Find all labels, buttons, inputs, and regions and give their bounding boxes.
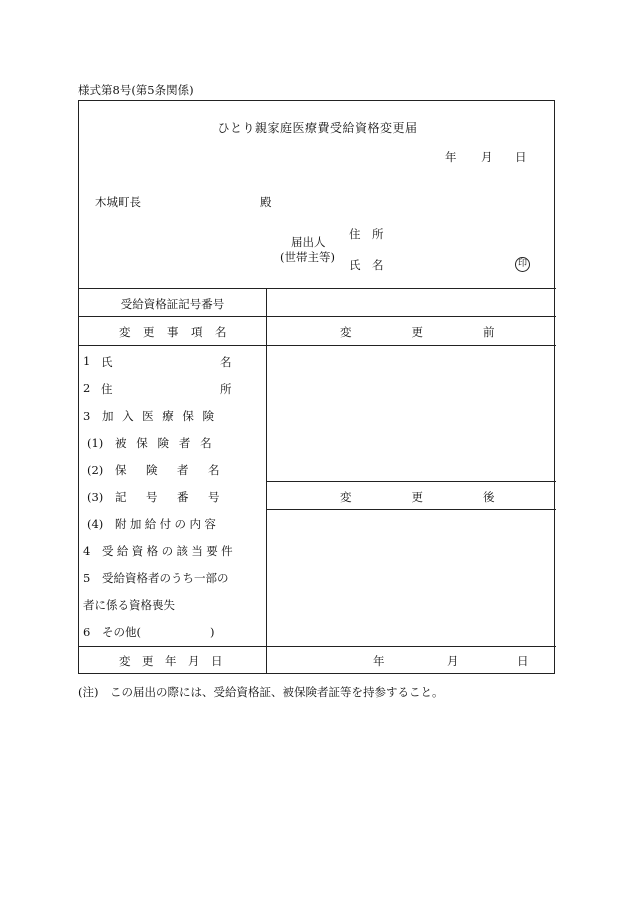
change-date-year: 年 — [373, 654, 385, 668]
applicant-label: 届出人 — [291, 235, 326, 249]
item-row — [83, 624, 214, 640]
item-row — [83, 543, 236, 559]
item-number: (1) — [87, 436, 104, 450]
item-number: 3 — [83, 409, 91, 423]
addressee-name: 木城町長 — [95, 195, 141, 209]
item-number: 6 — [83, 625, 91, 639]
item-text: 被保険者名 — [114, 436, 222, 450]
item-text: 者に係る資格喪失 — [83, 598, 175, 612]
header-day-label: 日 — [515, 150, 527, 164]
item-text: 加入医療保険 — [101, 409, 223, 423]
address-label: 住 所 — [349, 227, 384, 241]
form-frame — [78, 100, 555, 674]
item-number: 5 — [83, 571, 91, 585]
addressee-honorific: 殿 — [260, 195, 272, 209]
applicant-sub-label: (世帯主等) — [280, 250, 335, 264]
divider-cert — [79, 316, 556, 317]
item-text: 名 — [220, 355, 232, 369]
item-number: 4 — [83, 544, 91, 558]
form-label: 様式第8号(第5条関係) — [78, 83, 194, 97]
form-title: ひとり親家庭医療費受給資格変更届 — [217, 121, 418, 135]
item-number: (2) — [87, 463, 104, 477]
certificate-number-label: 受給資格証記号番号 — [120, 297, 225, 311]
change-date-day: 日 — [517, 654, 529, 668]
item-text: 記号番号 — [114, 490, 239, 504]
item-text: 受給資格の該当要件 — [101, 544, 237, 558]
item-number: (3) — [87, 490, 104, 504]
footnote: (注) この届出の際には、受給資格証、被保険者証等を持参すること。 — [78, 685, 444, 699]
before-field[interactable] — [267, 346, 555, 481]
item-text: 受給資格者のうち一部の — [101, 571, 229, 585]
change-items-header-text: 変更事項名 — [119, 325, 239, 339]
divider-change-date — [79, 646, 556, 647]
item-row — [83, 408, 223, 424]
certificate-number-field[interactable] — [267, 289, 555, 316]
after-header: 変更後 — [340, 490, 555, 504]
header-year-label: 年 — [445, 150, 457, 164]
seal-icon: 印 — [515, 257, 530, 272]
before-header: 変更前 — [340, 325, 555, 339]
item-text: 住 — [101, 382, 113, 396]
divider-before-after — [266, 481, 556, 482]
item-text: 所 — [220, 382, 232, 396]
item-number: (4) — [87, 517, 104, 531]
item-row — [87, 489, 239, 505]
item-text: 附加給付の内容 — [114, 517, 220, 531]
item-number: 2 — [83, 381, 91, 395]
name-label: 氏 名 — [349, 258, 384, 272]
item-number: 1 — [83, 354, 91, 368]
item-row — [83, 570, 228, 586]
item-row — [87, 516, 219, 532]
change-items-header — [119, 324, 239, 340]
header-month-label: 月 — [481, 150, 493, 164]
item-text: その他( ) — [101, 625, 215, 639]
change-date-label: 変更年月日 — [119, 654, 234, 668]
item-row — [83, 597, 175, 613]
after-field[interactable] — [267, 510, 555, 646]
item-row — [87, 462, 239, 478]
item-text: 氏 — [101, 355, 113, 369]
item-text: 保険者名 — [114, 463, 239, 477]
item-row — [87, 435, 221, 451]
change-date-month: 月 — [447, 654, 459, 668]
